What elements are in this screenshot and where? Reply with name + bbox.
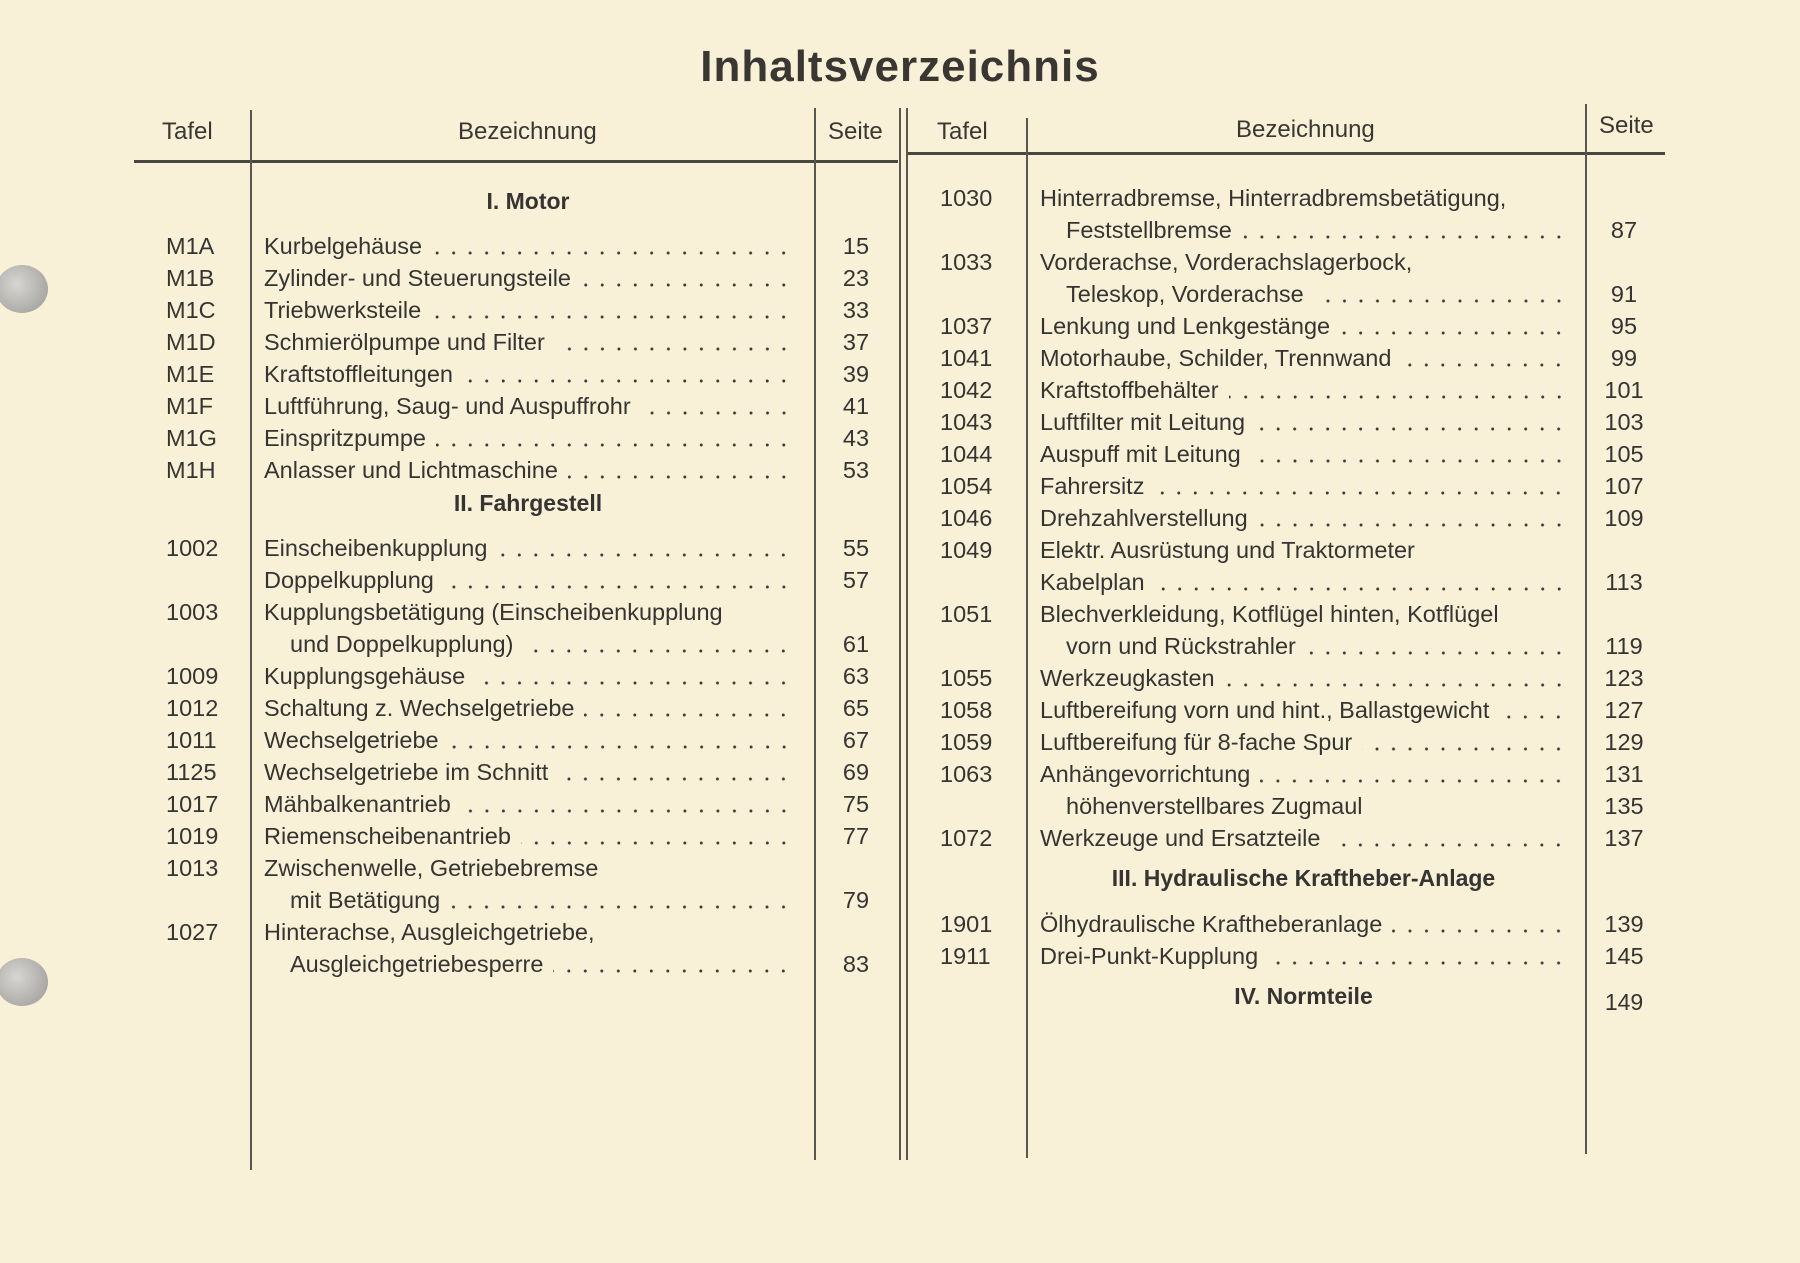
entry-description	[1040, 310, 1567, 342]
toc-entry	[0, 598, 1800, 630]
entry-text[interactable]: Hinterachse, Ausgleichgetriebe,	[264, 919, 595, 945]
tafel-number: M1F	[166, 393, 213, 419]
header-tafel-right: Tafel	[937, 118, 988, 145]
section-title: II. Fahrgestell	[453, 490, 603, 516]
title-text: Inhaltsverzeichnis	[700, 42, 1100, 91]
entry-text[interactable]: Ausgleichgetriebesperre	[290, 951, 544, 977]
page-number[interactable]: 63	[842, 663, 870, 689]
entry-description	[1040, 214, 1567, 246]
entry-text[interactable]: höhenverstellbares Zugmaul	[1066, 793, 1363, 819]
dot-leader	[1155, 586, 1567, 592]
entry-text[interactable]: Luftbereifung vorn und hint., Ballastgewicht	[1040, 697, 1490, 723]
entry-text[interactable]: Hinterradbremse, Hinterradbremsbetätigung,	[1040, 185, 1507, 211]
entry-description	[1040, 908, 1567, 940]
page-number[interactable]: 137	[1604, 825, 1644, 851]
entry-text[interactable]: vorn und Rückstrahler	[1066, 633, 1296, 659]
entry-text[interactable]: Schaltung z. Wechselgetriebe	[264, 695, 575, 721]
entry-text[interactable]: Teleskop, Vorderachse	[1066, 281, 1304, 307]
page-number[interactable]: 69	[842, 759, 870, 785]
entry-text[interactable]: Elektr. Ausrüstung und Traktormeter	[1040, 537, 1415, 563]
tafel-number: 1125	[166, 759, 217, 785]
entry-text[interactable]: Triebwerksteile	[264, 297, 422, 323]
page-number[interactable]: 113	[1605, 569, 1643, 595]
entry-text[interactable]: Wechselgetriebe im Schnitt	[264, 759, 549, 785]
entry-text[interactable]: Luftbereifung für 8-fache Spur	[1040, 729, 1353, 755]
entry-text[interactable]: Kraftstoffleitungen	[264, 361, 453, 387]
dot-leader	[1362, 746, 1567, 752]
page-number[interactable]: 103	[1604, 409, 1644, 435]
entry-description	[1040, 406, 1567, 438]
entry-text[interactable]: Wechselgetriebe	[264, 727, 439, 753]
tafel-number: 1027	[166, 919, 219, 945]
page-number[interactable]: 131	[1604, 761, 1644, 787]
entry-description	[1040, 662, 1567, 694]
page-number[interactable]: 61	[842, 631, 870, 657]
tafel-number: 1063	[940, 761, 993, 787]
entry-text[interactable]: Kupplungsgehäuse	[264, 663, 466, 689]
toc-entry	[0, 406, 1800, 438]
entry-text[interactable]: Fahrersitz	[1040, 473, 1145, 499]
toc-entry	[0, 534, 1800, 566]
toc-entry	[0, 438, 1800, 470]
toc-entry	[0, 662, 1800, 694]
dot-leader	[1260, 778, 1567, 784]
page-number[interactable]: 65	[842, 695, 870, 721]
toc-entry	[0, 374, 1800, 406]
entry-description	[1040, 566, 1567, 598]
page-number[interactable]: 23	[842, 265, 870, 291]
tafel-number: 1051	[940, 601, 993, 627]
page-number[interactable]: 145	[1604, 943, 1644, 969]
toc-entry	[0, 630, 1800, 662]
tafel-number: 1037	[940, 313, 993, 339]
page-number[interactable]: 105	[1604, 441, 1644, 467]
toc-entry	[0, 908, 1800, 940]
page-number[interactable]: 129	[1604, 729, 1644, 755]
entry-description	[1040, 182, 1506, 214]
page-number[interactable]: 37	[842, 329, 870, 355]
entry-description	[1040, 342, 1567, 374]
toc-entry	[0, 694, 1800, 726]
tafel-number: M1G	[166, 425, 217, 451]
entry-description	[1040, 374, 1567, 406]
tafel-number: M1A	[166, 233, 215, 259]
tafel-number: 1046	[940, 505, 993, 531]
dot-leader	[1251, 458, 1567, 464]
header-tafel-left: Tafel	[162, 118, 213, 145]
entry-text[interactable]: Schmierölpumpe und Filter	[264, 329, 545, 355]
page-number[interactable]: 123	[1604, 665, 1644, 691]
entry-description	[1040, 598, 1499, 630]
header-bezeichnung-right: Bezeichnung	[1236, 116, 1375, 143]
dot-leader	[1268, 960, 1567, 966]
tafel-number: 1030	[940, 185, 993, 211]
toc-entry	[0, 470, 1800, 502]
page-number[interactable]: 33	[842, 297, 870, 323]
entry-text[interactable]: Lenkung und Lenkgestänge	[1040, 313, 1331, 339]
toc-entry	[0, 502, 1800, 534]
toc-entry	[0, 726, 1800, 758]
entry-description	[1040, 470, 1567, 502]
entry-description	[1040, 940, 1567, 972]
page-number[interactable]: 15	[842, 233, 870, 259]
entry-text[interactable]: Anlasser und Lichtmaschine	[264, 457, 558, 483]
tafel-number: 1043	[940, 409, 993, 435]
entry-text[interactable]: Feststellbremse	[1066, 217, 1232, 243]
toc-entry	[0, 278, 1800, 310]
toc-entry	[0, 310, 1800, 342]
page-number[interactable]: 43	[842, 425, 870, 451]
dot-leader	[1258, 522, 1567, 528]
header-seite-right: Seite	[1599, 112, 1654, 139]
tafel-number: 1044	[940, 441, 993, 467]
entry-text[interactable]: Zylinder- und Steuerungsteile	[264, 265, 571, 291]
page-number[interactable]: 75	[842, 791, 870, 817]
tafel-number: 1054	[940, 473, 993, 499]
entry-description	[1040, 822, 1567, 854]
header-rule-left	[134, 160, 898, 163]
dot-leader	[1340, 330, 1567, 336]
right-table	[0, 182, 1800, 1026]
toc-entry	[0, 566, 1800, 598]
page-number[interactable]: 109	[1604, 505, 1644, 531]
entry-text[interactable]: Kurbelgehäuse	[264, 233, 423, 259]
toc-entry	[0, 342, 1800, 374]
page-number[interactable]: 107	[1604, 473, 1644, 499]
entry-text[interactable]: Drei-Punkt-Kupplung	[1040, 943, 1259, 969]
page-number[interactable]: 79	[842, 887, 870, 913]
entry-text[interactable]: Mähbalkenantrieb	[264, 791, 451, 817]
entry-text[interactable]: Ölhydraulische Kraftheberanlage	[1040, 911, 1383, 937]
toc-entry	[0, 214, 1800, 246]
entry-text[interactable]: Blechverkleidung, Kotflügel hinten, Kotflügel	[1040, 601, 1499, 627]
tafel-number: 1009	[166, 663, 219, 689]
entry-text[interactable]: Kupplungsbetätigung (Einscheibenkupplung	[264, 599, 723, 625]
tafel-number: 1012	[166, 695, 219, 721]
tafel-number: 1042	[940, 377, 993, 403]
dot-leader	[1225, 682, 1567, 688]
section-title: III. Hydraulische Kraftheber-Anlage	[1111, 865, 1496, 891]
entry-description	[1040, 502, 1567, 534]
tafel-number: 1033	[940, 249, 993, 275]
entry-text[interactable]: Zwischenwelle, Getriebebremse	[264, 855, 599, 881]
entry-text[interactable]: Werkzeugkasten	[1040, 665, 1215, 691]
entry-description	[1040, 278, 1567, 310]
tafel-number: 1019	[166, 823, 219, 849]
entry-description	[1040, 694, 1567, 726]
entry-text[interactable]: Luftführung, Saug- und Auspuffrohr	[264, 393, 631, 419]
tafel-number: 1049	[940, 537, 993, 563]
entry-text[interactable]: Motorhaube, Schilder, Trennwand	[1040, 345, 1392, 371]
tafel-number: 1002	[166, 535, 219, 561]
page-number[interactable]: 55	[842, 535, 870, 561]
dot-leader	[1306, 650, 1567, 656]
tafel-number: 1055	[940, 665, 993, 691]
dot-leader	[1229, 394, 1567, 400]
tafel-number: 1011	[166, 727, 217, 753]
tafel-number: M1C	[166, 297, 216, 323]
entry-text[interactable]: Riemenscheibenantrieb	[264, 823, 511, 849]
entry-text[interactable]: Einspritzpumpe	[264, 425, 426, 451]
entry-text[interactable]: Auspuff mit Leitung	[1040, 441, 1241, 467]
entry-text[interactable]: Einscheibenkupplung	[264, 535, 488, 561]
page-title	[0, 42, 1800, 92]
page-number[interactable]: 139	[1604, 911, 1644, 937]
toc-entry	[0, 758, 1800, 790]
tafel-number: M1H	[166, 457, 216, 483]
tafel-number: 1072	[940, 825, 993, 851]
dot-leader	[1255, 426, 1567, 432]
section-heading	[0, 972, 1800, 1026]
entry-description	[1040, 726, 1567, 758]
tafel-number: M1B	[166, 265, 215, 291]
page-number[interactable]: 41	[842, 393, 870, 419]
entry-description	[1040, 790, 1363, 822]
section-title: IV. Normteile	[1234, 983, 1373, 1009]
toc-entry	[0, 246, 1800, 278]
page-number[interactable]: 67	[842, 727, 870, 753]
tafel-number: 1058	[940, 697, 993, 723]
entry-text[interactable]: Kraftstoffbehälter	[1040, 377, 1219, 403]
dot-leader	[1392, 928, 1567, 934]
page-number[interactable]: 53	[842, 457, 870, 483]
tafel-number: 1901	[940, 911, 993, 937]
toc-entry	[0, 182, 1800, 214]
entry-description	[1040, 246, 1412, 278]
page-number[interactable]: 127	[1604, 697, 1644, 723]
entry-text[interactable]: Vorderachse, Vorderachslagerbock,	[1040, 249, 1413, 275]
entry-text[interactable]: Werkzeuge und Ersatzteile	[1040, 825, 1321, 851]
dot-leader	[1154, 490, 1567, 496]
dot-leader	[1242, 234, 1567, 240]
page-number[interactable]: 91	[1610, 281, 1638, 307]
entry-text[interactable]: Doppelkupplung	[264, 567, 434, 593]
tafel-number: 1911	[940, 943, 991, 969]
entry-text[interactable]: und Doppelkupplung)	[290, 631, 514, 657]
entry-text[interactable]: mit Betätigung	[290, 887, 441, 913]
page-number[interactable]: 101	[1604, 377, 1644, 403]
section-heading	[0, 854, 1800, 908]
entry-text[interactable]: Anhängevorrichtung	[1040, 761, 1251, 787]
dot-leader	[1330, 842, 1567, 848]
tafel-number: 1059	[940, 729, 993, 755]
tafel-number: 1041	[940, 345, 993, 371]
entry-text[interactable]: Luftfilter mit Leitung	[1040, 409, 1246, 435]
page-number[interactable]: 87	[1610, 217, 1638, 243]
page-number[interactable]: 39	[842, 361, 870, 387]
dot-leader	[1499, 714, 1567, 720]
section-title: I. Motor	[486, 188, 570, 214]
entry-description	[1040, 438, 1567, 470]
toc-entry	[0, 790, 1800, 822]
header-seite-left: Seite	[828, 118, 883, 145]
entry-text[interactable]: Drehzahlverstellung	[1040, 505, 1248, 531]
toc-entry	[0, 822, 1800, 854]
page-number[interactable]: 57	[842, 567, 870, 593]
tafel-number: M1D	[166, 329, 216, 355]
header-rule-right	[907, 152, 1665, 155]
header-bezeichnung-left: Bezeichnung	[458, 118, 597, 145]
entry-description	[1040, 630, 1567, 662]
entry-description	[1040, 758, 1567, 790]
dot-leader	[1314, 298, 1567, 304]
entry-description	[1040, 534, 1415, 566]
entry-text[interactable]: Kabelplan	[1040, 569, 1145, 595]
tafel-number: 1017	[166, 791, 219, 817]
dot-leader	[1401, 362, 1567, 368]
page-number[interactable]: 83	[842, 951, 870, 977]
page-number[interactable]: 95	[1610, 313, 1638, 339]
tafel-number: 1003	[166, 599, 219, 625]
tafel-number: M1E	[166, 361, 215, 387]
page-number[interactable]: 119	[1605, 633, 1643, 659]
toc-entry	[0, 940, 1800, 972]
page-number[interactable]: 135	[1604, 793, 1644, 819]
tafel-number: 1013	[166, 855, 219, 881]
page-number[interactable]: 149	[1604, 989, 1644, 1015]
page-number[interactable]: 99	[1610, 345, 1638, 371]
page-number[interactable]: 77	[842, 823, 870, 849]
